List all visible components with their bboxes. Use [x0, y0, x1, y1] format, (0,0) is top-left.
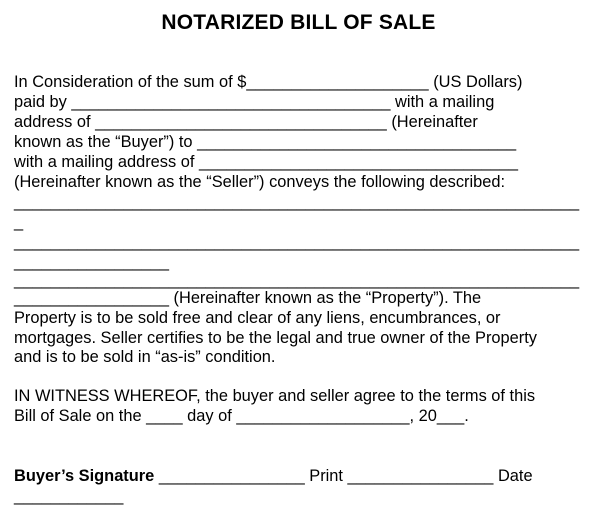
seller-address-line: with a mailing address of ___________________________________: [14, 153, 518, 171]
free-clear-line: Property is to be sold free and clear of any liens, encumbrances, or: [14, 309, 501, 327]
property-blank-2: _: [14, 213, 24, 231]
print-label: Print: [309, 467, 343, 485]
as-is-line: and is to be sold in “as-is” condition.: [14, 348, 276, 366]
date-blank: ____________: [14, 487, 124, 505]
bill-date-line: Bill of Sale on the ____ day of ___________________, 20___.: [14, 407, 469, 425]
paid-by-line: paid by ___________________________________ with a mailing: [14, 93, 495, 111]
document-title: NOTARIZED BILL OF SALE: [161, 11, 436, 34]
consideration-line: In Consideration of the sum of $____________________ (US Dollars): [14, 73, 523, 91]
property-blank-4: _________________: [14, 253, 169, 271]
buyer-signature-label: Buyer’s Signature: [14, 467, 155, 485]
print-blank: ________________: [347, 467, 494, 485]
property-blank-3: ______________________________________________________________: [14, 233, 580, 251]
buyer-signature-blank: ________________: [158, 467, 305, 485]
seller-line: known as the “Buyer”) to ___________________________________: [14, 133, 517, 151]
conveys-line: (Hereinafter known as the “Seller”) conveys the following described:: [14, 173, 506, 191]
date-label: Date: [497, 467, 533, 485]
property-definition-line: _________________ (Hereinafter known as the “Property”). The: [14, 289, 482, 307]
buyer-address-line: address of ________________________________ (Hereinafter: [14, 113, 478, 131]
signature-line: [14, 466, 533, 486]
witness-line: IN WITNESS WHEREOF, the buyer and seller agree to the terms of this: [14, 387, 536, 405]
certifies-line: mortgages. Seller certifies to be the legal and true owner of the Property: [14, 329, 537, 347]
property-blank-1: ______________________________________________________________: [14, 193, 580, 211]
property-blank-5: ______________________________________________________________: [14, 271, 580, 289]
